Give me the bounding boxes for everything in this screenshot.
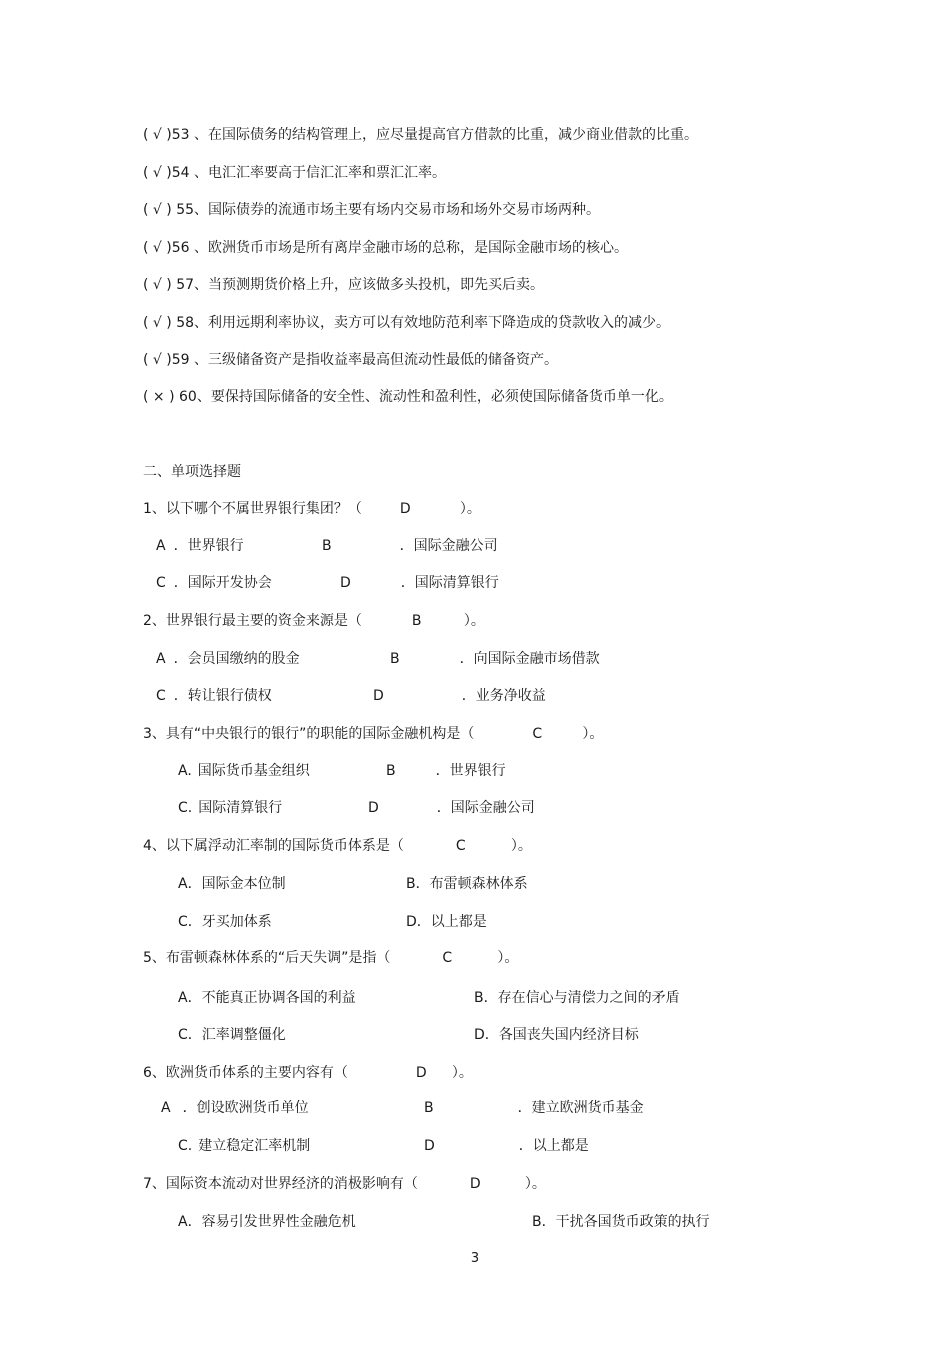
option-letter: D bbox=[373, 688, 384, 704]
option-letter: C． bbox=[178, 914, 202, 930]
tf-item bbox=[143, 313, 670, 333]
question-answer: D bbox=[415, 1065, 427, 1081]
option-letter: C． bbox=[178, 1027, 202, 1043]
option-d bbox=[424, 1136, 589, 1156]
option-text: 以上都是 bbox=[430, 914, 487, 930]
tf-mark: ( √ ) bbox=[143, 202, 172, 218]
option-letter: D bbox=[424, 1138, 435, 1154]
tf-mark: ( √ ) bbox=[143, 127, 172, 143]
option-c bbox=[156, 686, 272, 706]
tf-number: 54 、 bbox=[171, 165, 209, 181]
question-text: 6、欧洲货币体系的主要内容有（ bbox=[143, 1065, 348, 1081]
tf-item bbox=[143, 163, 446, 183]
tf-text: 三级储备资产是指收益率最高但流动性最低的储备资产。 bbox=[208, 352, 559, 368]
question-tail: ）。 bbox=[524, 1176, 546, 1192]
question-answer: C bbox=[532, 726, 543, 742]
question-tail: ）。 bbox=[463, 613, 485, 629]
tf-number: 53 、 bbox=[171, 127, 209, 143]
option-a bbox=[178, 988, 356, 1008]
tf-number: 58、 bbox=[171, 315, 209, 331]
option-text: 建立稳定汇率机制 bbox=[198, 1138, 311, 1154]
question-stem bbox=[143, 611, 485, 631]
option-letter: A． bbox=[178, 876, 202, 892]
option-text: ．会员国缴纳的股金 bbox=[173, 651, 300, 667]
option-text: ．国际金融公司 bbox=[399, 538, 498, 554]
question-text: 4、以下属浮动汇率制的国际货币体系是（ bbox=[143, 838, 404, 854]
option-letter: A bbox=[161, 1100, 171, 1116]
tf-text: 国际债券的流通市场主要有场内交易市场和场外交易市场两种。 bbox=[208, 202, 601, 218]
question-text: 2、世界银行最主要的资金来源是（ bbox=[143, 613, 362, 629]
question-stem bbox=[143, 1174, 546, 1194]
option-letter: D bbox=[368, 800, 379, 816]
section-title: 二、单项选择题 bbox=[143, 464, 241, 480]
option-text: 布雷顿森林体系 bbox=[429, 876, 528, 892]
tf-mark: ( √ ) bbox=[143, 165, 172, 181]
tf-item bbox=[143, 200, 600, 220]
option-c bbox=[156, 573, 272, 593]
question-text: 3、具有“中央银行的银行”的职能的国际金融机构是（ bbox=[143, 726, 475, 742]
option-b bbox=[424, 1098, 644, 1118]
option-b bbox=[386, 761, 506, 781]
option-text: 牙买加体系 bbox=[201, 914, 272, 930]
option-d bbox=[368, 798, 535, 818]
tf-mark: ( √ ) bbox=[143, 277, 172, 293]
tf-item bbox=[143, 125, 698, 145]
option-letter: A． bbox=[178, 990, 202, 1006]
tf-number: 60、 bbox=[174, 389, 211, 405]
option-text: 国际货币基金组织 bbox=[197, 763, 310, 779]
option-text: 容易引发世界性金融危机 bbox=[201, 1214, 356, 1230]
question-stem bbox=[143, 724, 603, 744]
tf-text: 利用远期利率协议，卖方可以有效地防范利率下降造成的贷款收入的减少。 bbox=[208, 315, 671, 331]
option-c bbox=[178, 1025, 286, 1045]
tf-number: 57、 bbox=[171, 277, 209, 293]
option-a bbox=[178, 874, 286, 894]
option-letter: C. bbox=[178, 1138, 193, 1154]
question-text: 7、国际资本流动对世界经济的消极影响有（ bbox=[143, 1176, 418, 1192]
tf-mark: ( × ) bbox=[143, 389, 175, 405]
option-letter: B bbox=[322, 538, 332, 554]
option-text: ．以上都是 bbox=[518, 1138, 589, 1154]
question-answer: C bbox=[442, 950, 453, 966]
question-text: 1、以下哪个不属世界银行集团？（ bbox=[143, 501, 362, 517]
option-letter: C bbox=[156, 688, 166, 704]
option-d bbox=[340, 573, 499, 593]
tf-mark: ( √ ) bbox=[143, 240, 172, 256]
tf-item bbox=[143, 275, 544, 295]
option-text: ．世界银行 bbox=[173, 538, 244, 554]
option-a bbox=[161, 1098, 309, 1118]
option-c bbox=[178, 912, 272, 932]
question-answer: B bbox=[411, 613, 422, 629]
option-text: 干扰各国货币政策的执行 bbox=[555, 1214, 710, 1230]
option-a bbox=[178, 761, 310, 781]
option-letter: B bbox=[386, 763, 396, 779]
option-text: ．转让银行债权 bbox=[173, 688, 272, 704]
option-letter: A bbox=[156, 538, 166, 554]
option-c bbox=[178, 1136, 310, 1156]
option-letter: A. bbox=[178, 763, 192, 779]
question-stem bbox=[143, 948, 518, 968]
option-a bbox=[156, 649, 300, 669]
question-text: 5、布雷顿森林体系的“后天失调”是指（ bbox=[143, 950, 391, 966]
tf-mark: ( √ ) bbox=[143, 315, 172, 331]
option-b bbox=[390, 649, 600, 669]
tf-item bbox=[143, 387, 673, 407]
tf-mark: ( √ ) bbox=[143, 352, 172, 368]
option-letter: B． bbox=[406, 876, 430, 892]
question-stem bbox=[143, 1063, 473, 1083]
question-answer: D bbox=[469, 1176, 481, 1192]
question-tail: ）。 bbox=[582, 726, 604, 742]
option-letter: D． bbox=[474, 1027, 499, 1043]
tf-text: 要保持国际储备的安全性、流动性和盈利性，必须使国际储备货币单一化。 bbox=[210, 389, 673, 405]
question-tail: ）。 bbox=[497, 950, 519, 966]
option-text: 国际金本位制 bbox=[201, 876, 286, 892]
question-answer: D bbox=[399, 501, 411, 517]
tf-text: 电汇汇率要高于信汇汇率和票汇汇率。 bbox=[208, 165, 447, 181]
option-text: 存在信心与清偿力之间的矛盾 bbox=[497, 990, 680, 1006]
tf-text: 在国际债务的结构管理上，应尽量提高官方借款的比重，减少商业借款的比重。 bbox=[208, 127, 699, 143]
option-letter: C. bbox=[178, 800, 193, 816]
option-text: ．国际清算银行 bbox=[400, 575, 499, 591]
option-text: ．业务净收益 bbox=[461, 688, 546, 704]
option-a bbox=[178, 1212, 356, 1232]
option-b bbox=[322, 536, 498, 556]
option-letter: D． bbox=[406, 914, 431, 930]
option-d bbox=[373, 686, 546, 706]
option-letter: C bbox=[156, 575, 166, 591]
option-text: ．国际金融公司 bbox=[436, 800, 535, 816]
option-text: ．向国际金融市场借款 bbox=[459, 651, 600, 667]
option-text: 汇率调整僵化 bbox=[201, 1027, 286, 1043]
tf-number: 56 、 bbox=[171, 240, 209, 256]
tf-text: 当预测期货价格上升，应该做多头投机，即先买后卖。 bbox=[208, 277, 545, 293]
option-letter: B bbox=[390, 651, 400, 667]
option-d bbox=[406, 912, 487, 932]
question-stem bbox=[143, 836, 532, 856]
question-tail: ）。 bbox=[510, 838, 532, 854]
option-letter: A． bbox=[178, 1214, 202, 1230]
option-letter: D bbox=[340, 575, 351, 591]
option-c bbox=[178, 798, 282, 818]
option-letter: B． bbox=[474, 990, 498, 1006]
tf-item bbox=[143, 238, 628, 258]
option-a bbox=[156, 536, 244, 556]
option-letter: B bbox=[424, 1100, 434, 1116]
question-stem bbox=[143, 499, 481, 519]
option-text: ．世界银行 bbox=[435, 763, 506, 779]
option-text: 国际清算银行 bbox=[198, 800, 283, 816]
option-b bbox=[532, 1212, 710, 1232]
tf-number: 55、 bbox=[171, 202, 209, 218]
option-text: 各国丧失国内经济目标 bbox=[498, 1027, 639, 1043]
question-tail: ）。 bbox=[451, 1065, 473, 1081]
option-text: 不能真正协调各国的利益 bbox=[201, 990, 356, 1006]
page-number: 3 bbox=[470, 1251, 480, 1266]
option-text: ．国际开发协会 bbox=[173, 575, 272, 591]
question-tail: ）。 bbox=[459, 501, 481, 517]
option-letter: A bbox=[156, 651, 166, 667]
tf-item bbox=[143, 350, 558, 370]
tf-number: 59 、 bbox=[171, 352, 209, 368]
option-b bbox=[474, 988, 680, 1008]
option-d bbox=[474, 1025, 639, 1045]
question-answer: C bbox=[455, 838, 466, 854]
option-text: ．创设欧洲货币单位 bbox=[182, 1100, 309, 1116]
option-b bbox=[406, 874, 528, 894]
option-text: ．建立欧洲货币基金 bbox=[517, 1100, 644, 1116]
tf-text: 欧洲货币市场是所有离岸金融市场的总称，是国际金融市场的核心。 bbox=[208, 240, 629, 256]
option-letter: B． bbox=[532, 1214, 556, 1230]
